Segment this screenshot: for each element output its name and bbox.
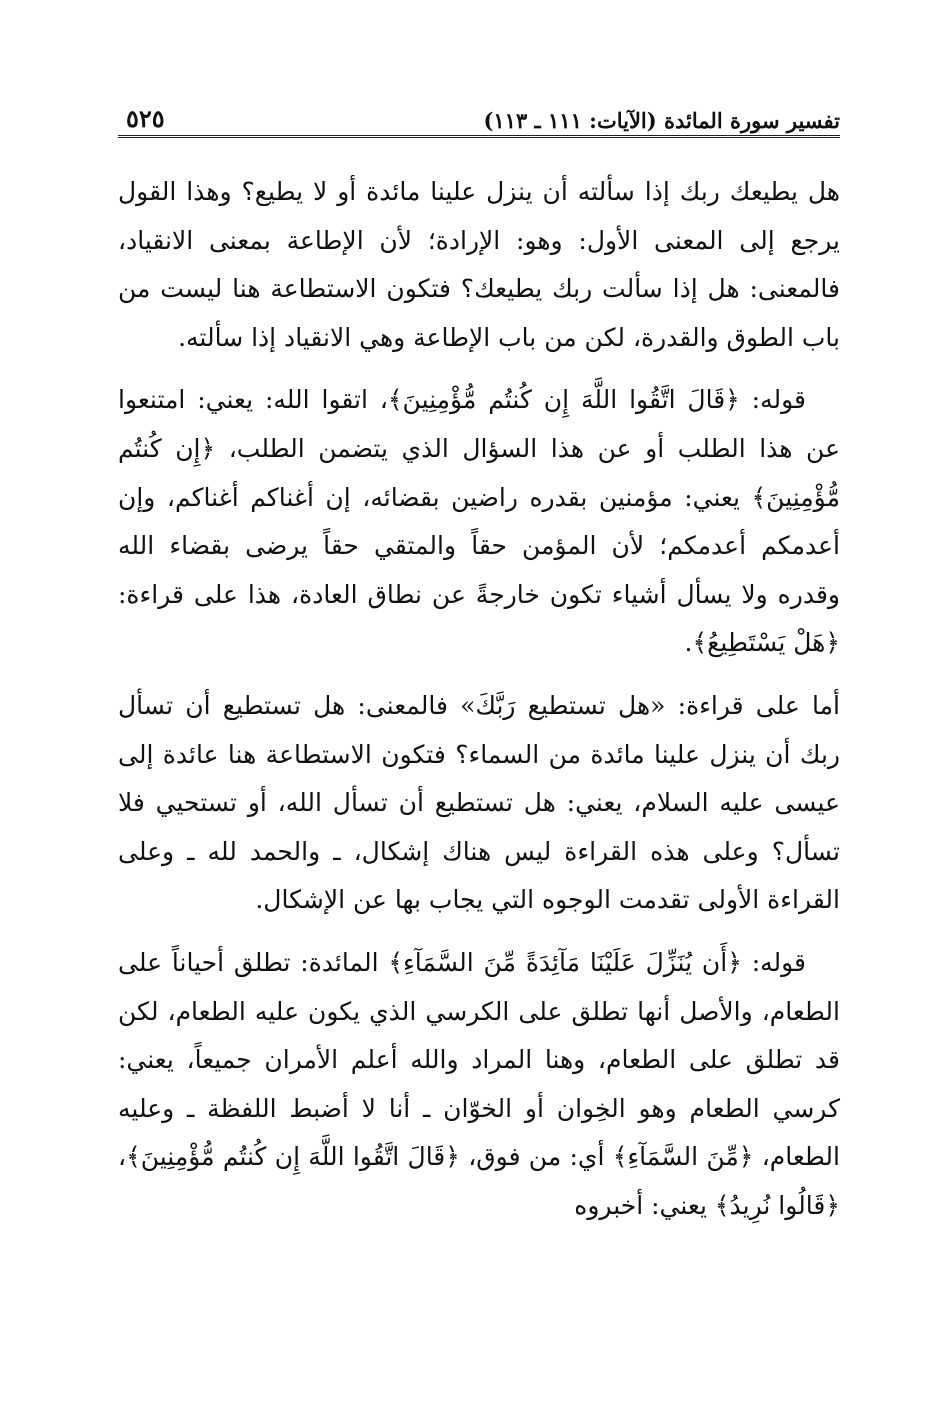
- body-text: [118, 168, 840, 1230]
- page-number: ٥٢٥: [126, 104, 165, 133]
- running-title: تفسير سورة المائدة (الآيات: ١١١ ـ ١١٣): [483, 108, 840, 133]
- book-page: [118, 92, 840, 1352]
- running-header: [118, 92, 840, 138]
- paragraph-4: قوله: ﴿أَن يُنَزِّلَ عَلَيْنَا مَآئِدَةً مِّنَ السَّمَآءِ﴾ المائدة: تطلق أحياناً على الطعام، والأصل أنها تطلق على الكرسي الذي يكون عليه الطعام، لكن قد تطلق على الطعام، وهنا المراد والله أعلم الأمران جميعاً، يعني: كرسي الطعام وهو الخِوان أو الخوّان ـ أنا لا أضبط اللفظة ـ وعليه الطعام، ﴿مِّنَ السَّمَآءِ﴾ أي: من فوق، ﴿قَالَ اتَّقُوا اللَّهَ إِن كُنتُم مُّؤْمِنِينَ﴾، ﴿قَالُوا نُرِيدُ﴾ يعني: أخبروه: [118, 947, 840, 1220]
- paragraph-3: أما على قراءة: «هل تستطيع رَبَّكَ» فالمعنى: هل تستطيع أن تسأل ربك أن ينزل علينا مائدة من السماء؟ فتكون الاستطاعة هنا عائدة إلى عيسى عليه السلام، يعني: هل تستطيع أن تسأل الله، أو تستحيي فلا تسأل؟ وعلى هذه القراءة ليس هناك إشكال، ـ والحمد لله ـ وعلى القراءة الأولى تقدمت الوجوه التي يجاب بها عن الإشكال.: [118, 690, 840, 915]
- paragraph-2: قوله: ﴿قَالَ اتَّقُوا اللَّهَ إِن كُنتُم مُّؤْمِنِينَ﴾، اتقوا الله: يعني: امتنعوا عن هذا الطلب أو عن هذا السؤال الذي يتضمن الطلب، ﴿إِن كُنتُم مُّؤْمِنِينَ﴾ يعني: مؤمنين بقدره راضين بقضائه، إن أغناكم أغناكم، وإن أعدمكم أعدمكم؛ لأن المؤمن حقاً والمتقي حقاً يرضى بقضاء الله وقدره ولا يسأل أشياء تكون خارجةً عن نطاق العادة، هذا على قراءة: ﴿هَلْ يَسْتَطِيعُ﴾.: [118, 385, 840, 658]
- paragraph-1: هل يطيعك ربك إذا سألته أن ينزل علينا مائدة أو لا يطيع؟ وهذا القول يرجع إلى المعنى الأول: وهو: الإرادة؛ لأن الإطاعة بمعنى الانقياد، فالمعنى: هل إذا سألت ربك يطيعك؟ فتكون الاستطاعة هنا ليست من باب الطوق والقدرة، لكن من باب الإطاعة وهي الانقياد إذا سألته.: [118, 177, 840, 352]
